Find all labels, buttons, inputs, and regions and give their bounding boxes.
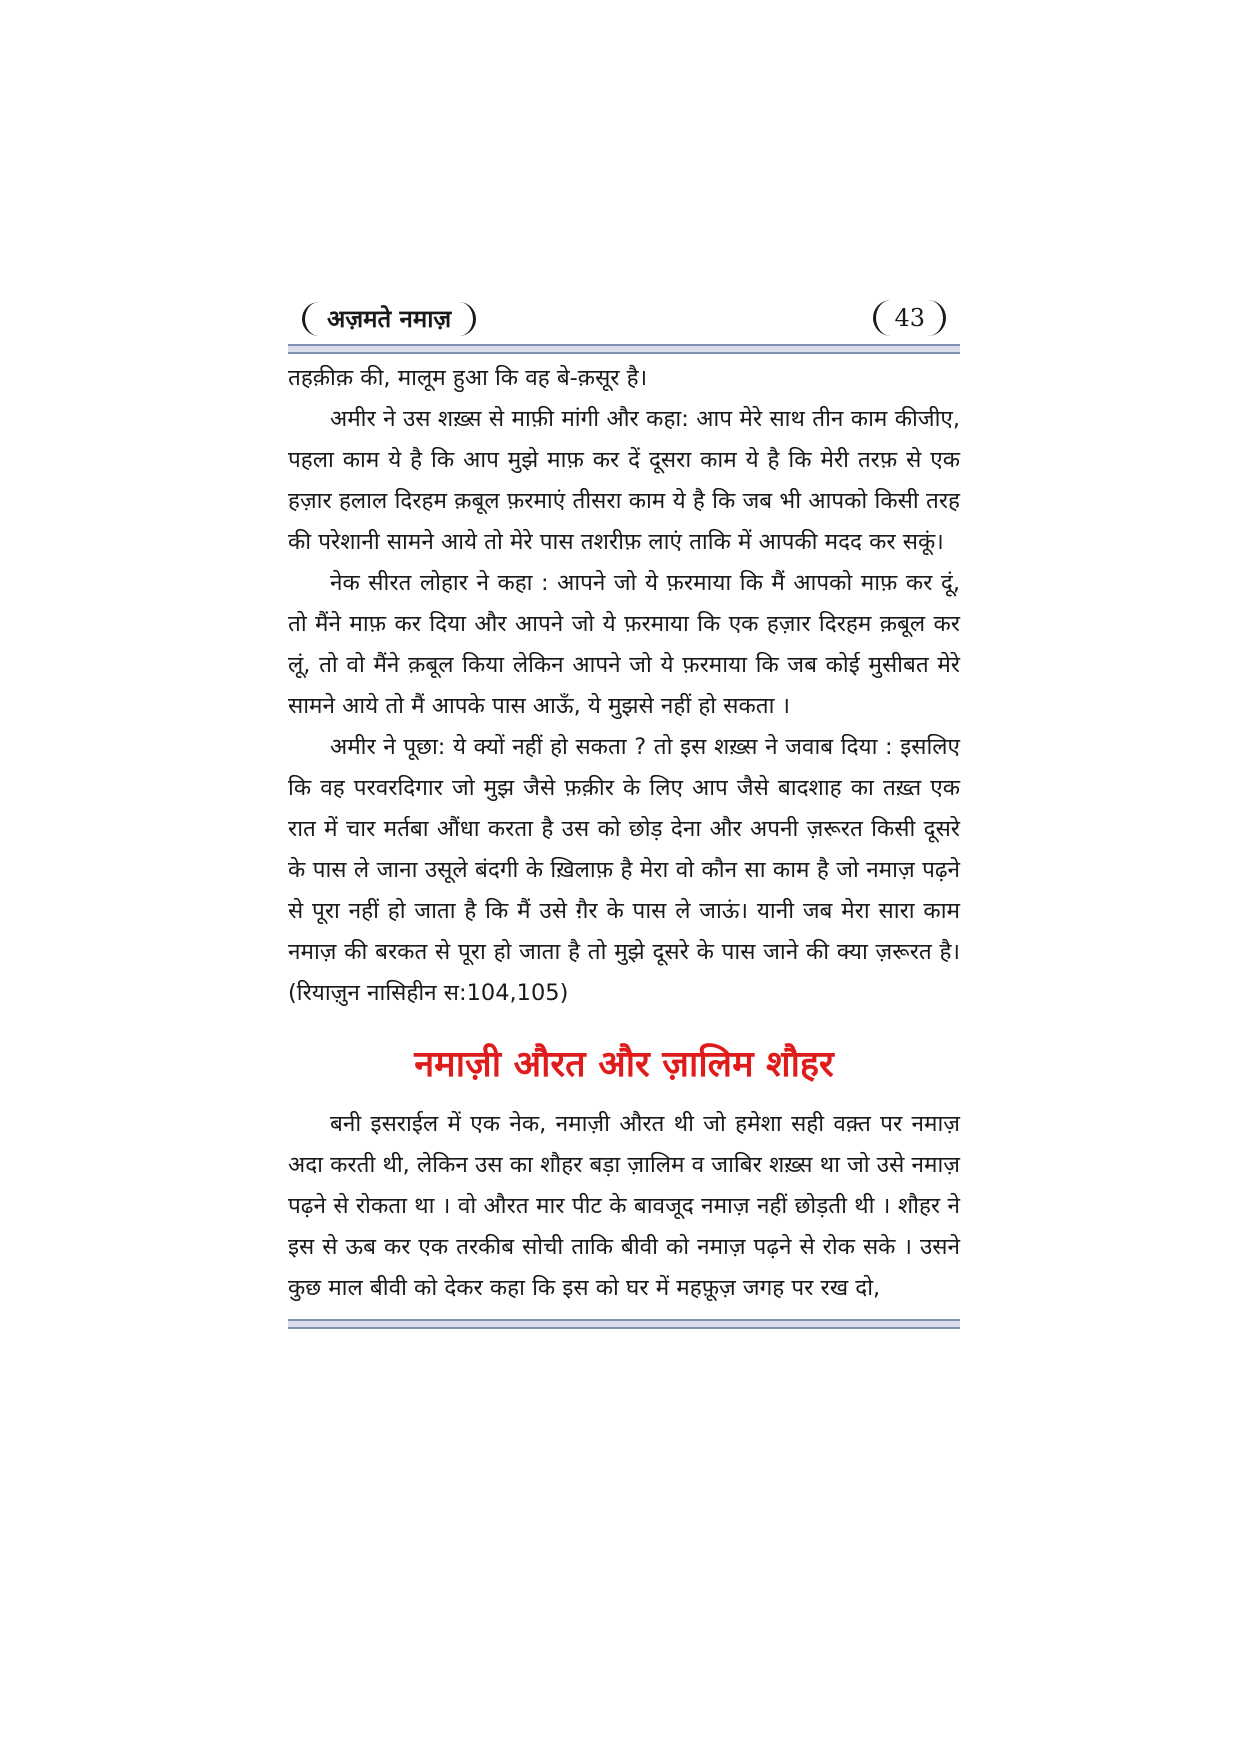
page-header <box>288 300 960 344</box>
paragraph-continued: तहक़ीक़ की, मालूम हुआ कि वह बे-क़सूर है। <box>288 365 648 391</box>
paragraph: नेक सीरत लोहार ने कहा : आपने जो ये फ़रमाया कि मैं आपको माफ़ कर दूं, तो मैंने माफ़ कर दिया और आपने जो ये फ़रमाया कि एक हज़ार दिरहम क़बूल कर लूं, तो वो मैंने क़बूल किया लेकिन आपने जो ये फ़रमाया कि जब कोई मुसीबत मेरे सामने आये तो मैं आपके पास आऊँ, ये मुझसे नहीं हो सकता । <box>288 570 960 719</box>
paragraph: अमीर ने पूछा: ये क्यों नहीं हो सकता ? तो इस शख़्स ने जवाब दिया : इसलिए कि वह परवरदिगार जो मुझ जैसे फ़क़ीर के लिए आप जैसे बादशाह का तख़्त एक रात में चार मर्तबा औंधा करता है उस को छोड़ देना और अपनी ज़रूरत किसी दूसरे के पास ले जाना उसूले बंदगी के ख़िलाफ़ है मेरा वो कौन सा काम है जो नमाज़ पढ़ने से पूरा नहीं हो जाता है कि मैं उसे ग़ैर के पास ले जाऊं। यानी जब मेरा सारा काम नमाज़ की बरकत से पूरा हो जाता है तो मुझे दूसरे के पास जाने की क्या ज़रूरत है। (रियाज़ुन नासिहीन स:104,105) <box>288 734 960 1006</box>
running-title: अज़मते नमाज़ <box>302 302 476 336</box>
page-number: 43 <box>873 300 946 336</box>
paragraph: बनी इसराईल में एक नेक, नमाज़ी औरत थी जो हमेशा सही वक़्त पर नमाज़ अदा करती थी, लेकिन उस का शौहर बड़ा ज़ालिम व जाबिर शख़्स था जो उसे नमाज़ पढ़ने से रोकता था । वो औरत मार पीट के बावजूद नमाज़ नहीं छोड़ती थी । शौहर ने इस से ऊब कर एक तरकीब सोची ताकि बीवी को नमाज़ पढ़ने से रोक सके । उसने कुछ माल बीवी को देकर कहा कि इस को घर में महफ़ूज़ जगह पर रख दो, <box>288 1111 960 1301</box>
section-heading: नमाज़ी औरत और ज़ालिम शौहर <box>414 1044 834 1085</box>
footer-rule <box>288 1319 960 1329</box>
paragraph: अमीर ने उस शख़्स से माफ़ी मांगी और कहा: आप मेरे साथ तीन काम कीजीए, पहला काम ये है कि आप मुझे माफ़ कर दें दूसरा काम ये है कि मेरी तरफ़ से एक हज़ार हलाल दिरहम क़बूल फ़रमाएं तीसरा काम ये है कि जब भी आपको किसी तरह की परेशानी सामने आये तो मेरे पास तशरीफ़ लाएं ताकि में आपकी मदद कर सकूं। <box>288 406 960 555</box>
book-page <box>288 300 960 1329</box>
body-text <box>288 358 960 1309</box>
header-rule <box>288 344 960 354</box>
